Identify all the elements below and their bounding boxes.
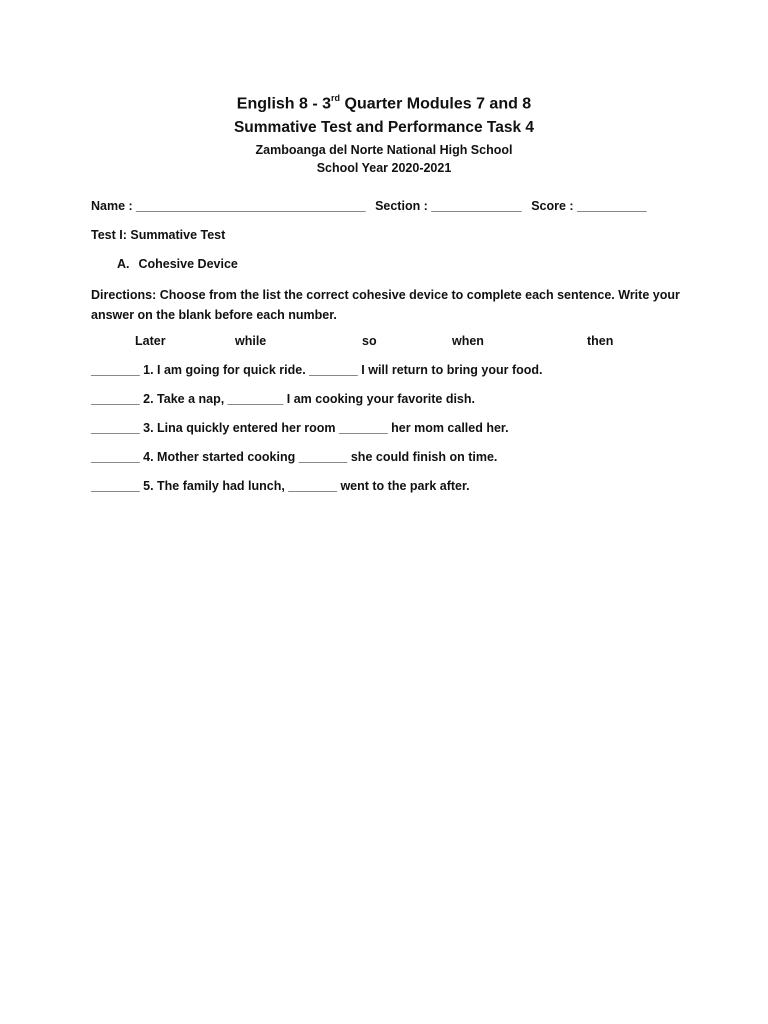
choice-word: while: [235, 334, 267, 348]
directions-text: Directions: Choose from the list the correct cohesive device to complete each sentence. Write your answer on the blank before each number.: [91, 288, 680, 322]
question-item: _______ 1. I am going for quick ride. _______ I will return to bring your food.: [91, 363, 543, 377]
student-info-line: [91, 199, 653, 213]
title-suffix: Quarter Modules 7 and 8: [340, 95, 532, 113]
question-item: _______ 4. Mother started cooking _______ she could finish on time.: [91, 450, 498, 464]
document-subtitle: Summative Test and Performance Task 4: [233, 119, 535, 136]
part-letter: A.: [117, 257, 130, 271]
document-title: [0, 94, 768, 113]
question-item: _______ 3. Lina quickly entered her room _______ her mom called her.: [91, 421, 509, 435]
choice-word: then: [587, 334, 614, 348]
score-field[interactable]: Score : __________: [531, 199, 647, 213]
choice-word: so: [362, 334, 377, 348]
question-item: _______ 5. The family had lunch, _______ went to the park after.: [91, 479, 470, 493]
test-heading: Test I: Summative Test: [91, 228, 226, 242]
word-choices: [0, 334, 768, 352]
part-heading: [117, 257, 238, 271]
section-field[interactable]: Section : _____________: [375, 199, 522, 213]
title-superscript: rd: [331, 93, 341, 103]
question-item: _______ 2. Take a nap, ________ I am cooking your favorite dish.: [91, 392, 475, 406]
choice-word: when: [452, 334, 484, 348]
part-title: Cohesive Device: [138, 257, 238, 271]
school-name: Zamboanga del Norte National High School: [255, 143, 513, 157]
school-year: School Year 2020-2021: [316, 161, 452, 175]
choice-word: Later: [135, 334, 166, 348]
title-prefix: English 8 - 3: [236, 95, 332, 113]
name-field[interactable]: Name : _________________________________: [91, 199, 366, 213]
